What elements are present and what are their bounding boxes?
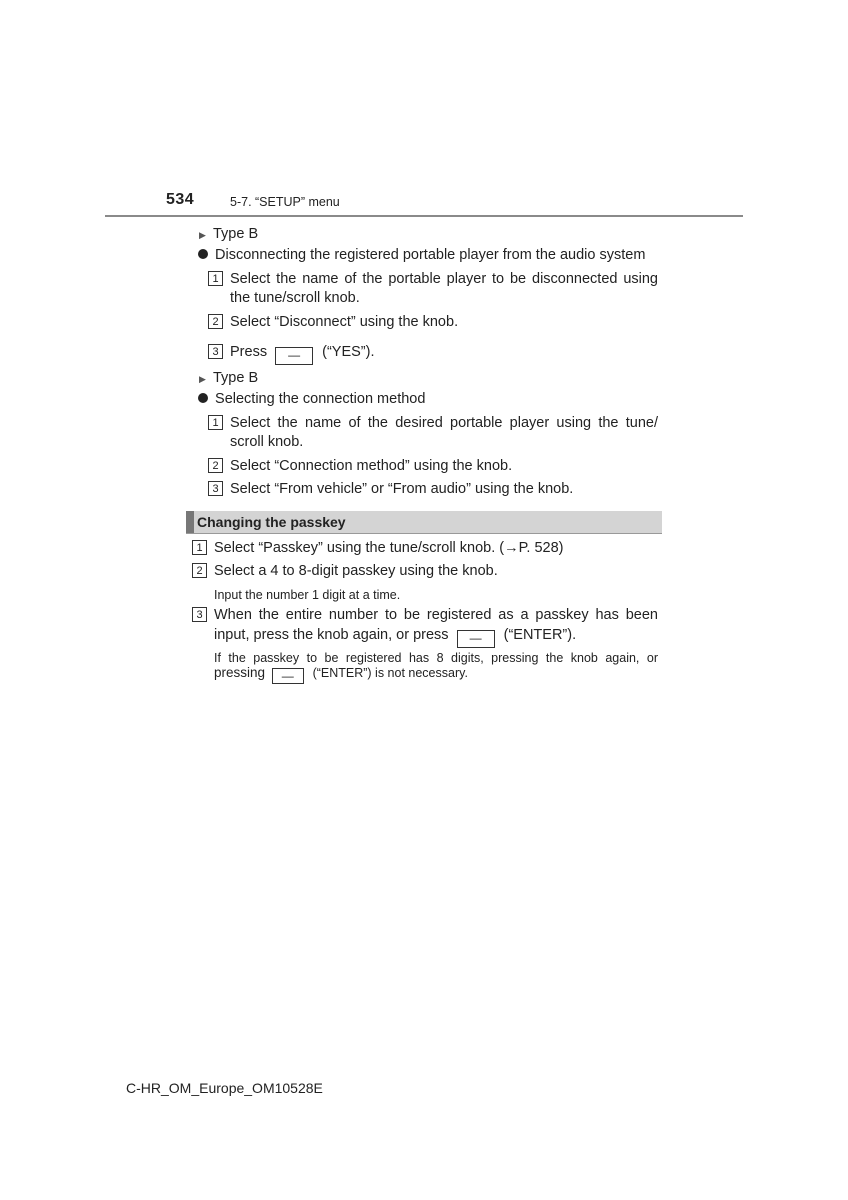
step-text: Select the name of the portable player to be disconnected using [230, 271, 658, 287]
step-note: If the passkey to be registered has 8 digits, pressing the knob again, or [214, 651, 658, 665]
step-number-box: 2 [192, 563, 207, 578]
step-text-cont: the tune/scroll knob. [230, 290, 360, 306]
header-divider [105, 215, 743, 217]
section-reference: 5-7. “SETUP” menu [230, 195, 340, 209]
step-text-press-yes: Press — (“YES”). [230, 343, 375, 365]
step-text-cont: scroll knob. [230, 434, 304, 450]
step-number-box: 3 [208, 344, 223, 359]
step-note-cont: pressing — (“ENTER”) is not necessary. [214, 665, 468, 683]
step-text: Select “Disconnect” using the knob. [230, 314, 459, 330]
section-heading-bar [186, 511, 662, 534]
step-text: Select the name of the desired portable player using the tune/ [230, 415, 658, 431]
bullet-icon [198, 393, 208, 403]
enter-button-graphic: — [457, 630, 495, 648]
section-title: Changing the passkey [197, 514, 346, 530]
bullet-icon [198, 249, 208, 259]
step-text: Select a 4 to 8-digit passkey using the knob. [214, 563, 498, 579]
type-label-2: ▶ Type B [199, 369, 258, 389]
step-number-box: 3 [192, 607, 207, 622]
document-code: C-HR_OM_Europe_OM10528E [126, 1080, 323, 1096]
step-text: When the entire number to be registered as a passkey has been [214, 607, 658, 623]
triangle-icon: ▶ [199, 230, 206, 240]
step-text: Select “From vehicle” or “From audio” using the knob. [230, 481, 574, 497]
step-number-box: 1 [192, 540, 207, 555]
step-note: Input the number 1 digit at a time. [214, 588, 401, 602]
bullet-connection-method: Selecting the connection method [198, 390, 425, 409]
section-accent [186, 511, 194, 533]
step-number-box: 2 [208, 314, 223, 329]
step-text: Select “Passkey” using the tune/scroll knob. (→P. 528) [214, 540, 564, 556]
step-number-box: 1 [208, 271, 223, 286]
step-text: Select “Connection method” using the knob. [230, 458, 513, 474]
step-number-box: 3 [208, 481, 223, 496]
step-number-box: 1 [208, 415, 223, 430]
triangle-icon: ▶ [199, 374, 206, 384]
yes-button-graphic: — [275, 347, 313, 365]
type-label-1: ▶ Type B [199, 225, 258, 245]
page-number: 534 [166, 191, 195, 208]
step-text-press-enter: input, press the knob again, or press — (“ENTER”). [214, 626, 576, 648]
step-number-box: 2 [208, 458, 223, 473]
bullet-disconnect: Disconnecting the registered portable player from the audio system [198, 246, 645, 265]
enter-button-graphic: — [272, 668, 304, 684]
